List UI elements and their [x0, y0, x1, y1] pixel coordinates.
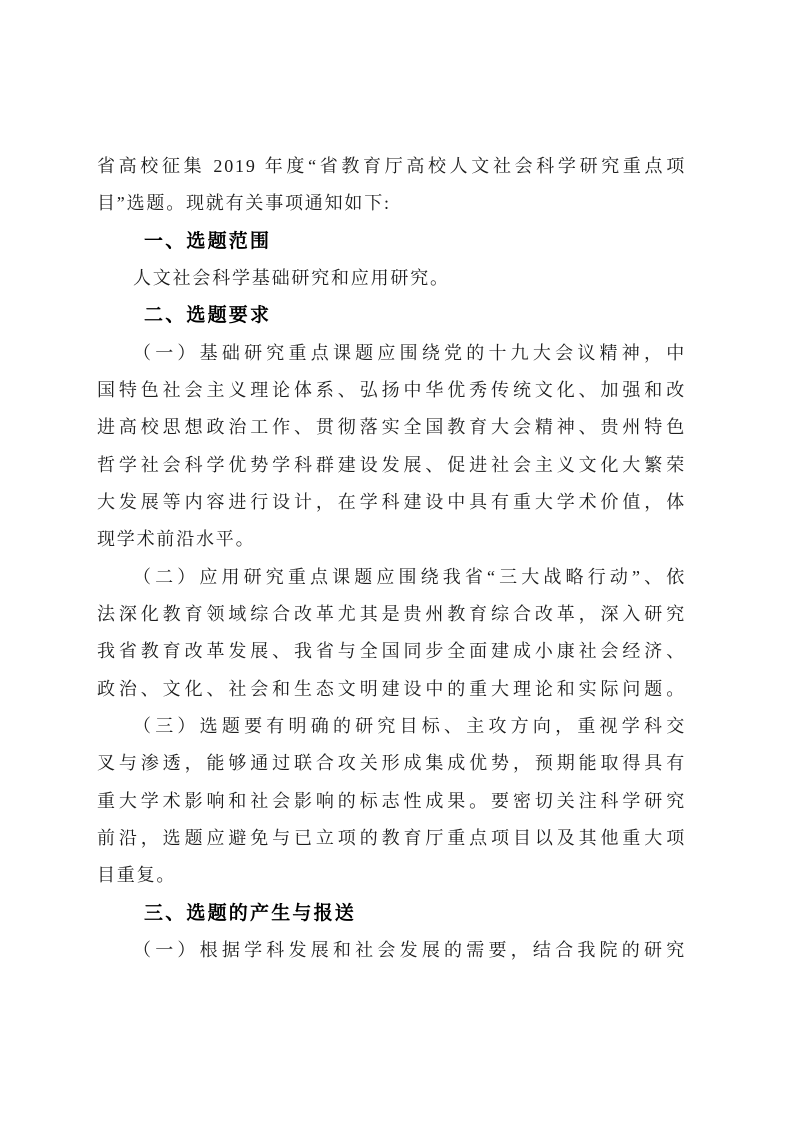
paragraph-line: 哲学社会科学优势学科群建设发展、促进社会主义文化大繁荣	[97, 454, 686, 475]
paragraph-end-line: 目”选题。现就有关事项通知如下:	[97, 193, 391, 214]
paragraph-line: 前沿，选题应避免与已立项的教育厅重点项目以及其他重大项	[97, 827, 686, 848]
document-body	[97, 148, 686, 969]
paragraph-first-line: （一）根据学科发展和社会发展的需要，结合我院的研究	[133, 939, 686, 960]
paragraph-first-line: （三）选题要有明确的研究目标、主攻方向，重视学科交	[133, 715, 686, 736]
paragraph-line: 政治、文化、社会和生态文明建设中的重大理论和实际问题。	[97, 678, 686, 699]
section-heading-3: 三、选题的产生与报送	[144, 902, 357, 924]
paragraph-end-line: 现学术前沿水平。	[97, 529, 256, 550]
paragraph-line: 国特色社会主义理论体系、弘扬中华优秀传统文化、加强和改	[97, 379, 686, 400]
paragraph-continuation-line: 省高校征集 2019 年度“省教育厅高校人文社会科学研究重点项	[97, 156, 686, 176]
paragraph-line: 人文社会科学基础研究和应用研究。	[133, 267, 450, 288]
paragraph-line: 叉与渗透，能够通过联合攻关形成集成优势，预期能取得具有	[97, 753, 686, 774]
paragraph-line: 法深化教育领域综合改革尤其是贵州教育综合改革，深入研究	[97, 603, 686, 624]
paragraph-first-line: （一）基础研究重点课题应围绕党的十九大会议精神，中	[133, 342, 686, 363]
paragraph-line: 重大学术影响和社会影响的标志性成果。要密切关注科学研究	[97, 790, 686, 811]
paragraph-line: 进高校思想政治工作、贯彻落实全国教育大会精神、贵州特色	[97, 417, 686, 438]
paragraph-line: 我省教育改革发展、我省与全国同步全面建成小康社会经济、	[97, 641, 686, 662]
paragraph-first-line: （二）应用研究重点课题应围绕我省“三大战略行动”、依	[133, 566, 686, 587]
section-heading-1: 一、选题范围	[144, 230, 272, 252]
section-heading-2: 二、选题要求	[144, 305, 272, 327]
paragraph-line: 大发展等内容进行设计，在学科建设中具有重大学术价值，体	[97, 491, 686, 512]
paragraph-end-line: 目重复。	[97, 865, 177, 886]
